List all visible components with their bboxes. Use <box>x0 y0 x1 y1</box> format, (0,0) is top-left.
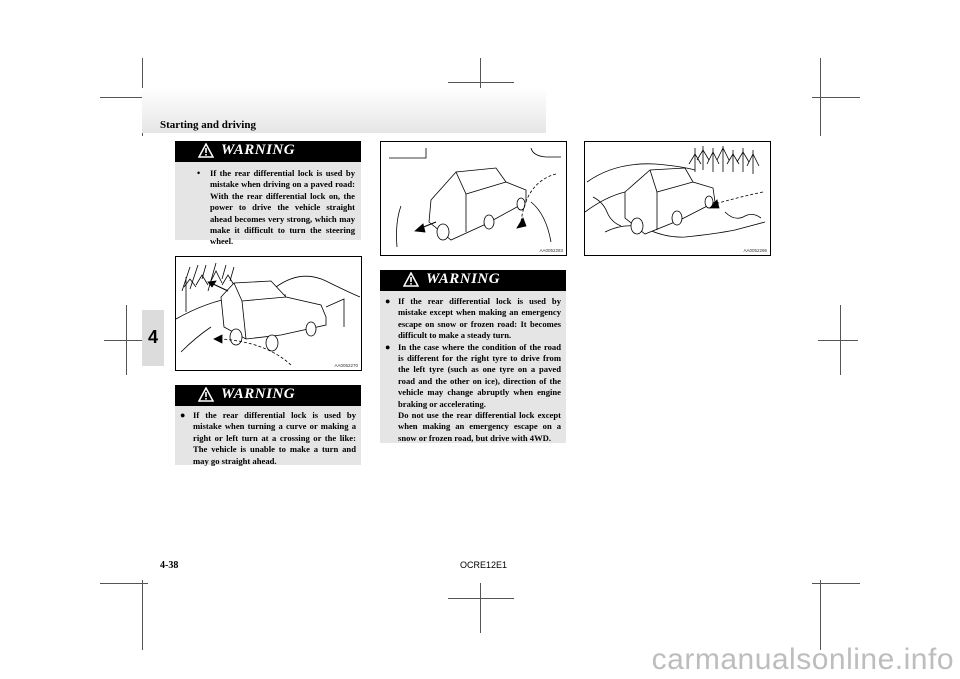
warning-header <box>175 385 361 406</box>
warning-text: In the case where the condition of the road is different for the right tyre to drive from the left tyre (such as one tyre on a paved road and the other on ice), direction of the vehicle may change abruptly when engine braking or accelerating. <box>398 341 561 409</box>
bullet-dot-icon: ● <box>385 296 391 306</box>
figure-code: AA0052270 <box>334 363 358 368</box>
warning-box-3 <box>380 270 566 443</box>
bullet-dot-icon: ● <box>385 341 391 352</box>
figure-code: AA0052283 <box>539 248 563 253</box>
page-number: 4-38 <box>160 560 179 571</box>
warning-item <box>180 410 356 467</box>
figure-1 <box>175 256 362 371</box>
section-title: Starting and driving <box>160 119 256 131</box>
warning-text: If the rear differential lock is used by mistake except when making an emergency escape on snow or frozen road: It becomes difficult to make a steady turn. <box>398 296 561 341</box>
warning-title: WARNING <box>221 142 296 158</box>
warning-header <box>175 141 361 162</box>
chapter-number: 4 <box>147 327 158 347</box>
warning-triangle-icon <box>403 272 419 287</box>
warning-title: WARNING <box>221 386 296 402</box>
figure-2 <box>380 141 567 256</box>
warning-header <box>380 270 566 291</box>
vehicle-curve-illustration <box>381 142 566 255</box>
figure-code: AA0052296 <box>743 248 767 253</box>
warning-item <box>385 342 561 445</box>
chapter-tab <box>142 310 164 366</box>
vehicle-snow-road-illustration <box>585 142 770 255</box>
warning-text: If the rear differential lock is used by mistake when driving on a paved road: With the rear differential lock on, the power to drive the vehicle straight ahead becomes very strong, which may make it difficult to turn the steering wheel. <box>210 168 355 247</box>
warning-title: WARNING <box>426 271 501 287</box>
warning-text: Do not use the rear differential lock except when making an emergency escape on a snow or frozen road, but drive with 4WD. <box>398 410 561 443</box>
figure-3 <box>584 141 771 256</box>
vehicle-turning-illustration <box>176 257 361 370</box>
document-code: OCRE12E1 <box>460 560 508 570</box>
warning-box-2 <box>175 385 361 465</box>
watermark: carmanualsonline.info <box>651 643 954 676</box>
warning-triangle-icon <box>198 387 214 402</box>
bullet-dot-icon: • <box>197 168 201 178</box>
warning-text: If the rear differential lock is used by mistake when turning a curve or making a right or left turn at a crossing or the like: The vehicle is unable to make a turn and may go straight ahead. <box>193 410 356 466</box>
warning-item <box>197 168 355 248</box>
warning-item <box>385 296 561 342</box>
bullet-dot-icon: ● <box>180 410 186 420</box>
warning-triangle-icon <box>198 143 214 158</box>
warning-box-1 <box>175 141 361 247</box>
